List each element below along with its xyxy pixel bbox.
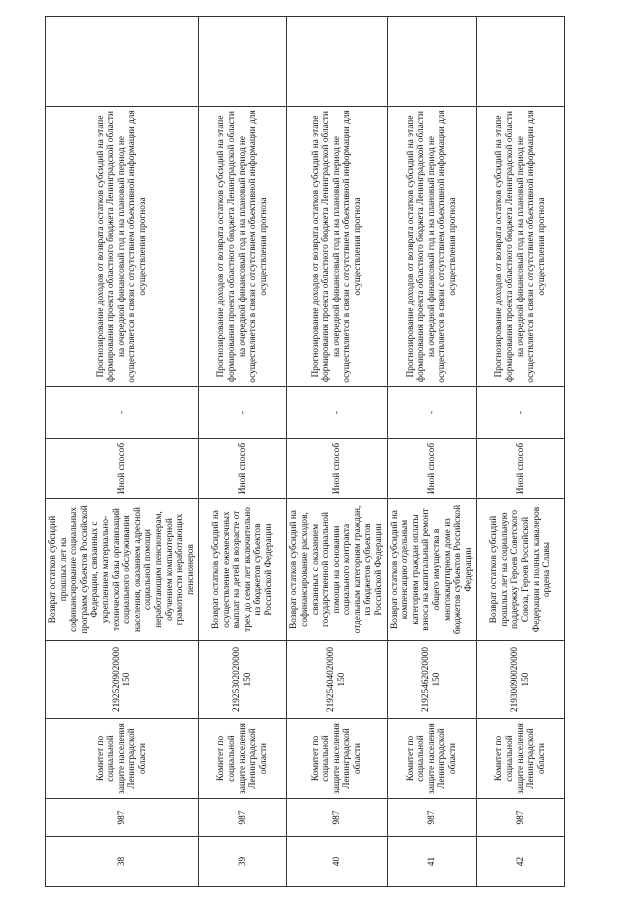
row-number: 40 [287, 837, 387, 887]
empty-cell [46, 17, 199, 107]
kbk-code: 21925462020000 150 [387, 641, 477, 719]
income-name: Возврат остатков субсидий на софинансирование расходов, связанных с оказанием государственной социальной помощи на основании социального контракта отдельным категориям граждан, из бюджетов субъектов Российской Федерации [287, 499, 387, 641]
admin-name: Комитет по социальной защите населения Ленинградской области [46, 719, 199, 799]
income-name: Возврат остатков субсидий прошлых лет на софинансирование социальных программ субъектов Российской Федерации, связанных с укреплением материально-технической базы организаций социального обслуживания населения, оказанием адресной социальной помощи неработающим пенсионерам, обучением компьютерной грамотности неработающих пенсионеров [46, 499, 199, 641]
admin-code: 987 [387, 799, 477, 837]
kbk-code: 21925302020000 150 [199, 641, 287, 719]
admin-name: Комитет по социальной защите населения Ленинградской области [387, 719, 477, 799]
admin-name: Комитет по социальной защите населения Ленинградской области [199, 719, 287, 799]
dash-cell: - [199, 387, 287, 439]
forecast-method: Иной способ [477, 439, 565, 499]
kbk-code: 21925209020000 150 [46, 641, 199, 719]
row-number: 39 [199, 837, 287, 887]
forecast-method: Иной способ [287, 439, 387, 499]
admin-code: 987 [199, 799, 287, 837]
kbk-code: 21925404020000 150 [287, 641, 387, 719]
dash-cell: - [46, 387, 199, 439]
admin-code: 987 [46, 799, 199, 837]
empty-cell [477, 17, 565, 107]
forecast-method: Иной способ [387, 439, 477, 499]
income-name: Возврат остатков субсидий на компенсацию отдельным категориям граждан оплаты взноса на капитальный ремонт общего имущества в многоквартирном доме из бюджетов субъектов Российской Федерации [387, 499, 477, 641]
admin-name: Комитет по социальной защите населения Ленинградской области [287, 719, 387, 799]
forecast-note: Прогнозирование доходов от возврата остатков субсидий на этапе формирования проекта областного бюджета Ленинградской области на очередной финансовый год и на плановый период не осуществляется в связи с отсутствием объективной информации для осуществления прогноза [199, 107, 287, 387]
dash-cell: - [477, 387, 565, 439]
income-name: Возврат остатков субсидий на осуществление ежемесячных выплат на детей в возрасте от трех до семи лет включительно из бюджетов субъектов Российской Федерации [199, 499, 287, 641]
empty-cell [387, 17, 477, 107]
forecast-method: Иной способ [46, 439, 199, 499]
forecast-note: Прогнозирование доходов от возврата остатков субсидий на этапе формирования проекта областного бюджета Ленинградской области на очередной финансовый год и на плановый период не осуществляется в связи с отсутствием объективной информации для осуществления прогноза [477, 107, 565, 387]
table-row [46, 17, 199, 887]
dash-cell: - [387, 387, 477, 439]
table-row [287, 17, 387, 887]
kbk-code: 21930090020000 150 [477, 641, 565, 719]
row-number: 42 [477, 837, 565, 887]
forecast-note: Прогнозирование доходов от возврата остатков субсидий на этапе формирования проекта областного бюджета Ленинградской области на очередной финансовый год и на плановый период не осуществляется в связи с отсутствием объективной информации для осуществления прогноза [287, 107, 387, 387]
table-row [387, 17, 477, 887]
admin-name: Комитет по социальной защите населения Ленинградской области [477, 719, 565, 799]
empty-cell [199, 17, 287, 107]
empty-cell [287, 17, 387, 107]
forecast-note: Прогнозирование доходов от возврата остатков субсидий на этапе формирования проекта областного бюджета Ленинградской области на очередной финансовый год и на плановый период не осуществляется в связи с отсутствием объективной информации для осуществления прогноза [46, 107, 199, 387]
table-row [199, 17, 287, 887]
admin-code: 987 [477, 799, 565, 837]
row-number: 41 [387, 837, 477, 887]
forecast-method: Иной способ [199, 439, 287, 499]
table-row [477, 17, 565, 887]
row-number: 38 [46, 837, 199, 887]
forecast-note: Прогнозирование доходов от возврата остатков субсидий на этапе формирования проекта областного бюджета Ленинградской области на очередной финансовый год и на плановый период не осуществляется в связи с отсутствием объективной информации для осуществления прогноза [387, 107, 477, 387]
dash-cell: - [287, 387, 387, 439]
admin-code: 987 [287, 799, 387, 837]
table-body [46, 17, 565, 887]
forecast-methods-table [45, 16, 565, 887]
income-name: Возврат остатков субсидий прошлых лет на социальную поддержку Героев Советского Союза, Героев Российской Федерации и полных кавалеров ордена Славы [477, 499, 565, 641]
